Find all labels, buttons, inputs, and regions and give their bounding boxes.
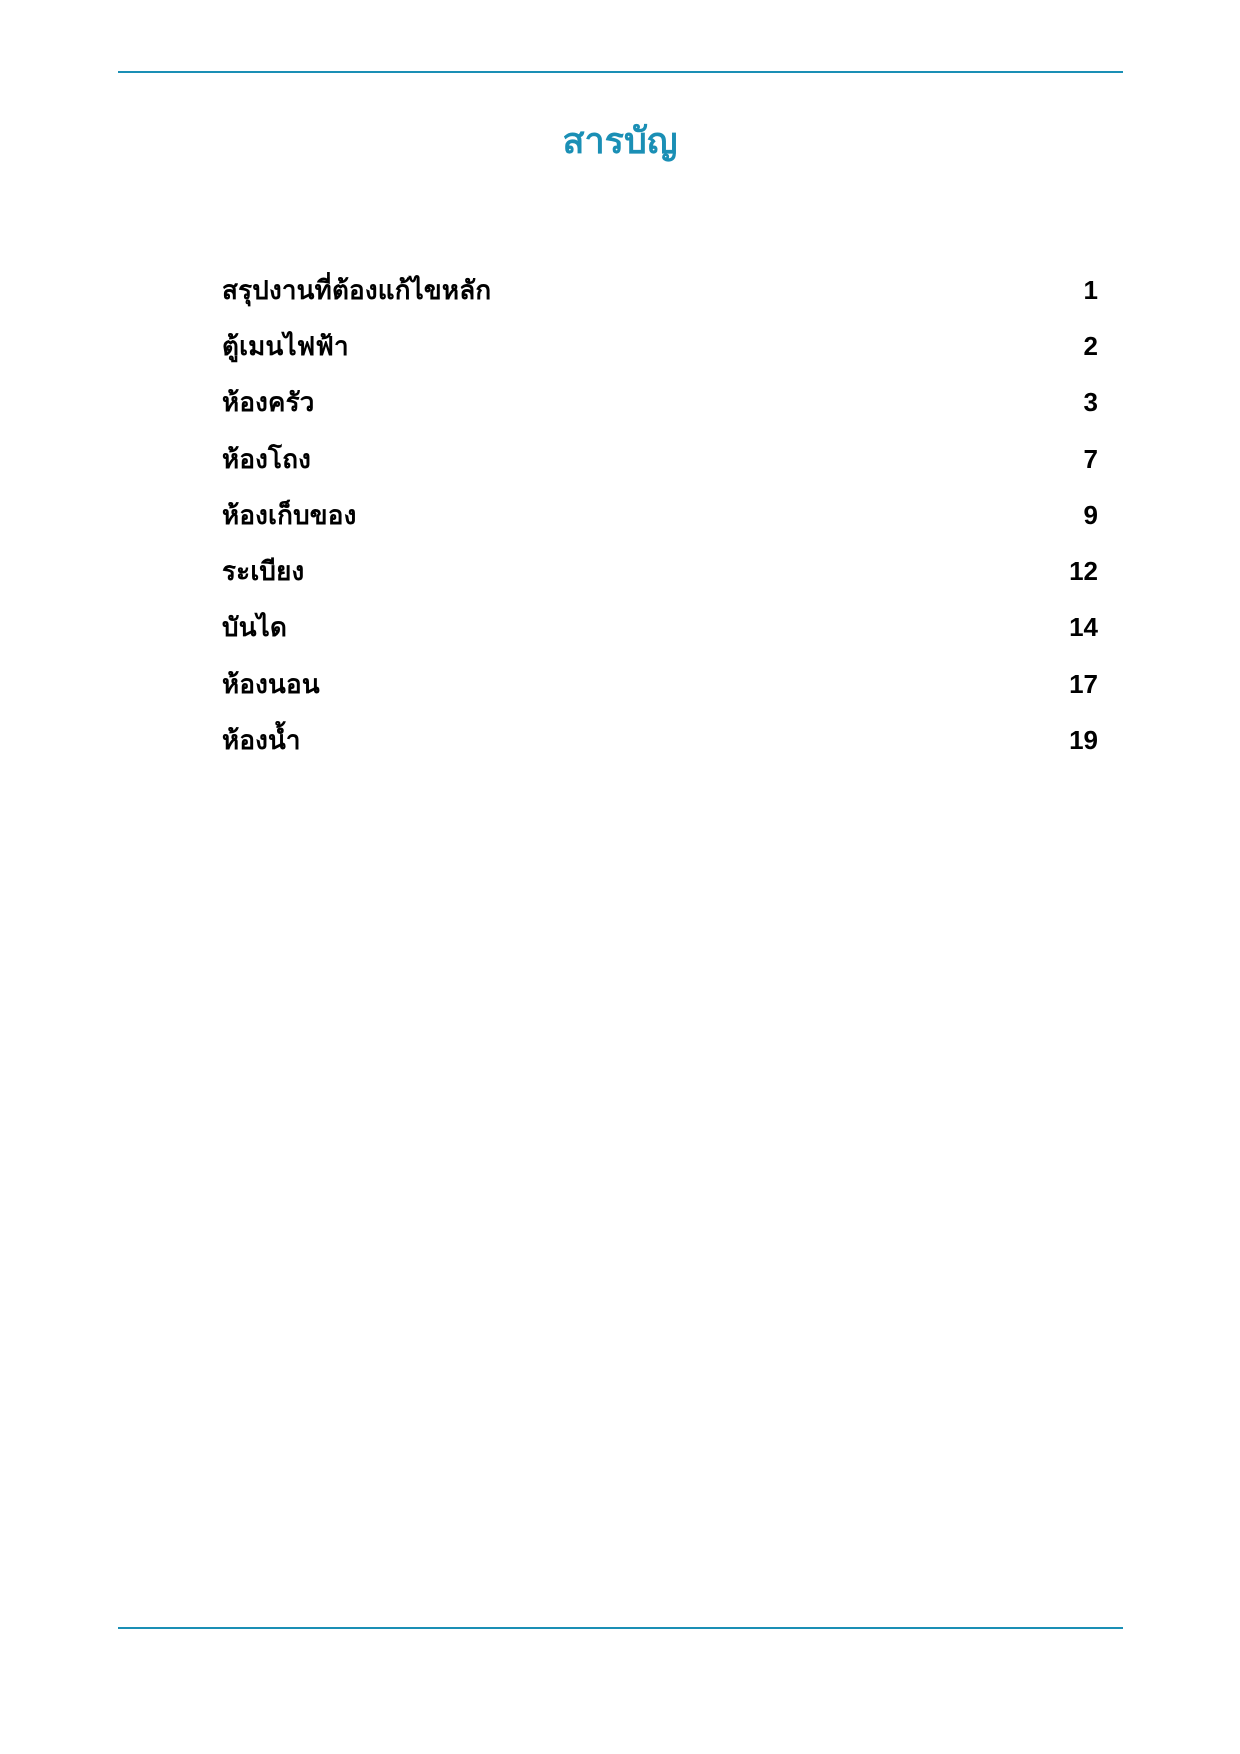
toc-entry[interactable] [222, 712, 1098, 768]
toc-entry-label: ห้องน้ำ [222, 726, 301, 757]
table-of-contents [222, 262, 1098, 769]
toc-entry-page-number: 19 [1069, 725, 1098, 756]
footer-divider [118, 1627, 1123, 1629]
toc-entry[interactable] [222, 600, 1098, 656]
toc-entry[interactable] [222, 487, 1098, 543]
toc-entry-page-number: 7 [1083, 443, 1098, 474]
toc-entry-page-number: 12 [1069, 556, 1098, 587]
toc-entry-page-number: 17 [1069, 668, 1098, 699]
toc-entry-label: บันได [222, 613, 288, 644]
toc-entry[interactable] [222, 656, 1098, 712]
toc-entry[interactable] [222, 262, 1098, 318]
toc-entry[interactable] [222, 375, 1098, 431]
toc-entry-page-number: 1 [1083, 274, 1098, 305]
toc-entry-page-number: 2 [1083, 330, 1098, 361]
header-divider [118, 71, 1123, 73]
page-title: สารบัญ [562, 121, 678, 162]
toc-entry-label: ห้องเก็บของ [222, 500, 357, 531]
toc-entry-label: สรุปงานที่ต้องแก้ไขหลัก [222, 275, 492, 306]
toc-entry-page-number: 3 [1083, 387, 1098, 418]
toc-entry[interactable] [222, 318, 1098, 374]
toc-entry-label: ห้องนอน [222, 669, 320, 700]
toc-entry-label: ห้องโถง [222, 444, 312, 475]
toc-entry[interactable] [222, 543, 1098, 599]
toc-entry-page-number: 14 [1069, 612, 1098, 643]
toc-entry-label: ตู้เมนไฟฟ้า [222, 331, 349, 362]
toc-entry-label: ระเบียง [222, 557, 305, 588]
toc-entry[interactable] [222, 431, 1098, 487]
toc-entry-label: ห้องครัว [222, 388, 315, 419]
toc-entry-page-number: 9 [1083, 499, 1098, 530]
